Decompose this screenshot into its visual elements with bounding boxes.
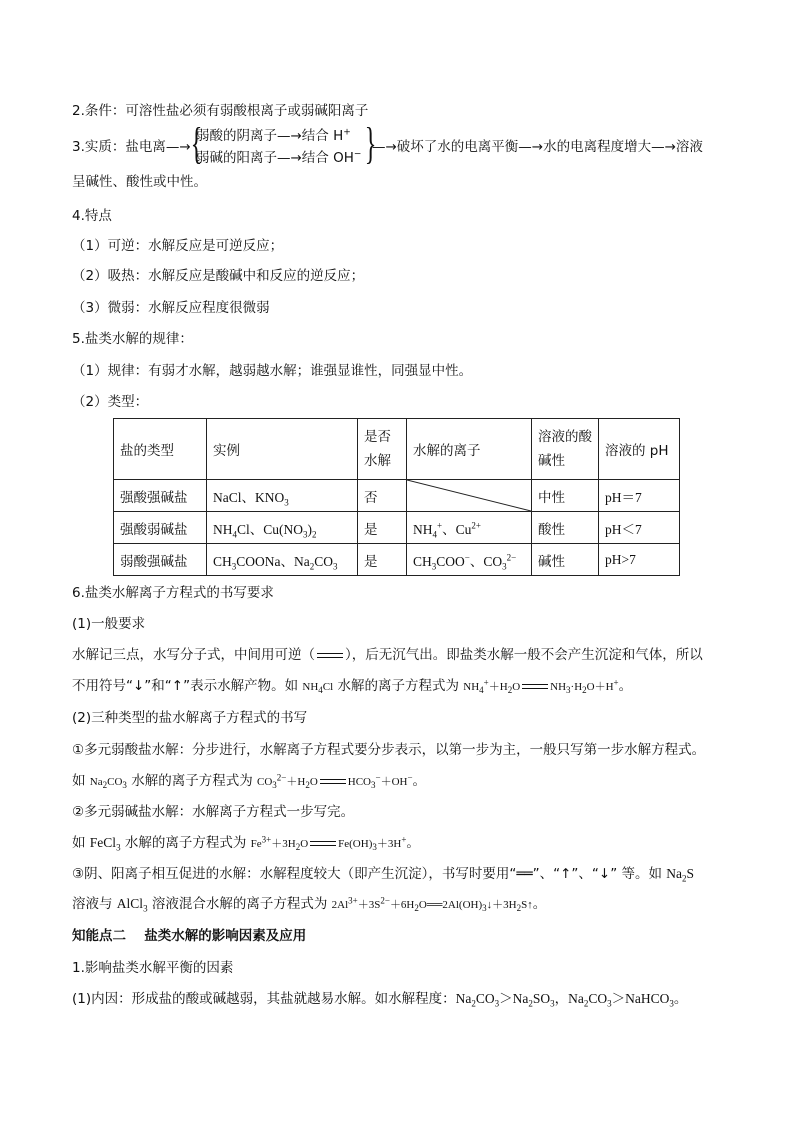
cell-hydrolysis: 是	[358, 544, 407, 576]
cell-example: $CH_3COONa$、$Na_2CO_3$	[207, 544, 358, 576]
header-cell: 实例	[207, 419, 358, 480]
essence-branch-base: 弱碱的阳离子—→结合 OH−	[196, 149, 362, 166]
polyacid-salt-text: ①多元弱酸盐水解：分步进行，水解离子方程式要分步表示，以第一步为主，一般只写第一步水解方程式。	[72, 742, 706, 758]
cell-acidity: 碱性	[532, 544, 599, 576]
condition-line: 2.条件：可溶性盐必须有弱酸根离子或弱碱阳离子	[72, 103, 369, 119]
cell-type: 强酸弱碱盐	[114, 512, 207, 544]
general-req-title: (1)一般要求	[72, 616, 146, 632]
mutual-hydrolysis-example: 溶液与 AlCl$_3$ 溶液混合水解的离子方程式为 $2Al^{3+}+3S^{2-}+6H_2O══2Al(OH)_3↓+3H_2S↑$。	[72, 895, 547, 914]
cell-ph: pH＜7	[599, 512, 680, 544]
general-req-text: 水解记三点，水写分子式，中间用可逆（ ），后无沉气出。即盐类水解一般不会产生沉淀和气体，所以	[72, 647, 703, 663]
cell-acidity: 中性	[532, 480, 599, 512]
left-brace: {	[190, 119, 203, 168]
header-cell: 水解的离子	[407, 419, 532, 480]
cell-type: 强酸强碱盐	[114, 480, 207, 512]
three-types-title: (2)三种类型的盐水解离子方程式的书写	[72, 710, 308, 726]
feature-reversible: （1）可逆：水解反应是可逆反应；	[72, 238, 284, 254]
header-cell: 溶液的酸碱性	[532, 419, 599, 480]
equilibrium-arrow	[320, 777, 346, 786]
header-cell: 溶液的 pH	[599, 419, 680, 480]
cell-ions: $NH_4^+$、$Cu^{2+}$	[407, 512, 532, 544]
features-title: 4.特点	[72, 208, 112, 224]
polybase-salt-example: 如 FeCl$_3$ 水解的离子方程式为 $Fe^{3+}+3H_2O$ $Fe(OH)_3+3H^+$。	[72, 834, 420, 853]
equilibrium-arrow	[522, 682, 548, 691]
equilibrium-arrow	[317, 651, 343, 660]
knowledge-point-2-title: 知能点二 盐类水解的影响因素及应用	[72, 928, 307, 944]
feature-weak: （3）微弱：水解反应程度很微弱	[72, 300, 270, 316]
feature-endothermic: （2）吸热：水解反应是酸碱中和反应的逆反应；	[72, 268, 365, 284]
cell-hydrolysis: 否	[358, 480, 407, 512]
essence-continuation: 呈碱性、酸性或中性。	[72, 174, 207, 190]
cell-ions: $CH_3COO^-$、$CO_3^{2-}$	[407, 544, 532, 576]
header-cell: 盐的类型	[114, 419, 207, 480]
polybase-salt-text: ②多元弱碱盐水解：水解离子方程式一步写完。	[72, 804, 355, 820]
diagonal-line	[407, 480, 531, 511]
rule-text: （1）规律：有弱才水解，越弱越水解；谁强显谁性，同强显中性。	[72, 363, 473, 379]
factors-title: 1.影响盐类水解平衡的因素	[72, 960, 234, 976]
table-row	[114, 512, 680, 544]
essence-suffix: —→破坏了水的电离平衡—→水的电离程度增大—→溶液	[372, 139, 703, 155]
table-header-row	[114, 419, 680, 480]
cell-ph: pH＝7	[599, 480, 680, 512]
right-brace: }	[364, 119, 377, 168]
rules-title: 5.盐类水解的规律：	[72, 331, 193, 347]
equilibrium-arrow	[310, 839, 336, 848]
general-req-text-2: 不用符号“↓”和“↑”表示水解产物。如 $NH_4Cl$ 水解的离子方程式为 $NH_4^++H_2O$ $NH_3\cdot H_2O+H^+$。	[72, 677, 633, 696]
table-row	[114, 544, 680, 576]
essence-prefix: 3.实质：盐电离—→	[72, 139, 191, 155]
mutual-hydrolysis-text: ③阴、阳离子相互促进的水解：水解程度较大（即产生沉淀），书写时要用“══”、“↑”、“↓” 等。如 $Na_2S$	[72, 866, 695, 884]
cell-ph: pH>7	[599, 544, 680, 576]
salt-type-table	[113, 418, 680, 576]
types-label: （2）类型：	[72, 394, 149, 410]
internal-factor-text: (1)内因：形成盐的酸或碱越弱，其盐就越易水解。如水解程度：$Na_2CO_3>Na_2SO_3$，$Na_2CO_3>NaHCO_3$。	[72, 991, 688, 1009]
header-cell: 是否水解	[358, 419, 407, 480]
cell-example: $NH_4Cl$、$Cu(NO_3)_2$	[207, 512, 358, 544]
cell-example: NaCl、$KNO_3$	[207, 480, 358, 512]
cell-ions-empty	[407, 480, 532, 512]
polyacid-salt-example: 如 $Na_2CO_3$ 水解的离子方程式为 $CO_3^{2-}+H_2O$ $HCO_3^-+OH^-$。	[72, 772, 427, 791]
essence-branch-acid: 弱酸的阴离子—→结合 H+	[196, 127, 351, 144]
cell-acidity: 酸性	[532, 512, 599, 544]
cell-hydrolysis: 是	[358, 512, 407, 544]
cell-type: 弱酸强碱盐	[114, 544, 207, 576]
table-row	[114, 480, 680, 512]
section6-title: 6.盐类水解离子方程式的书写要求	[72, 585, 274, 601]
